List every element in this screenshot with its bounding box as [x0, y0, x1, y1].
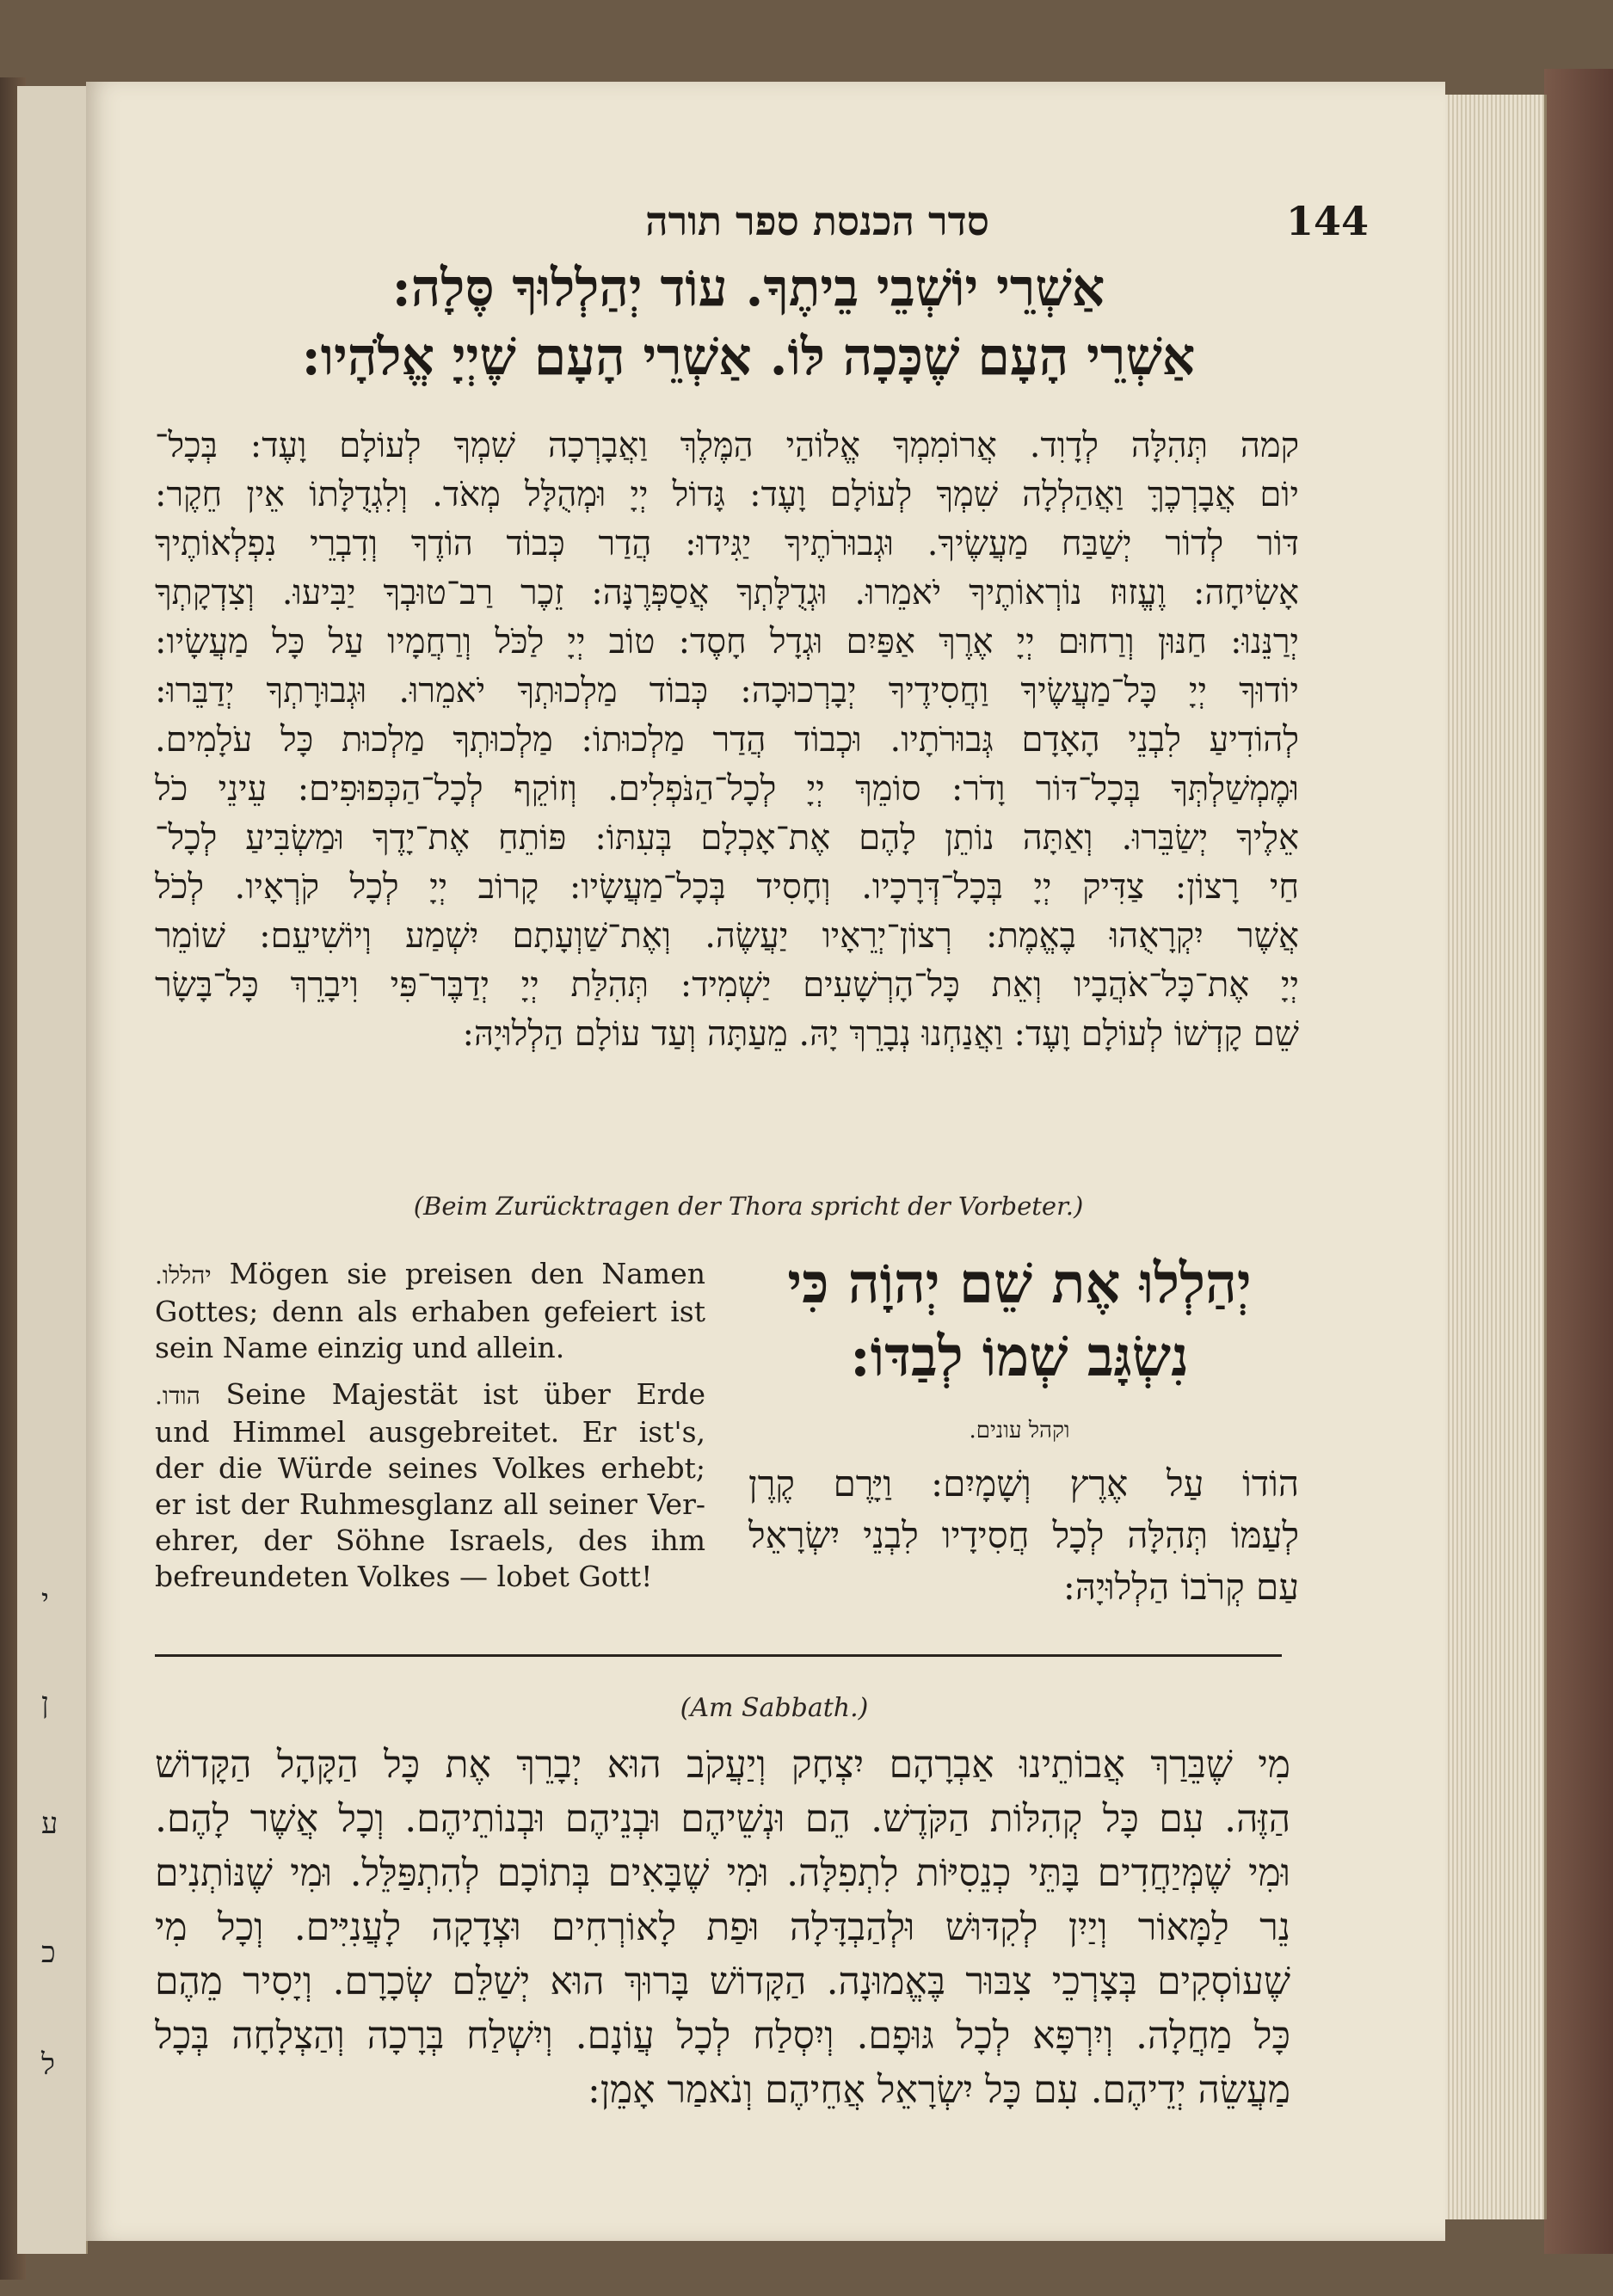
psalm-line: דּוֹר לְדוֹר יְשַׁבַּח מַעֲשֶׂיךָ. וּגְבוּרֹתֶיךָ יַגִּידוּ: הֲדַר כְּבוֹד הוֹדֶךָ וְדִבְרֵי נִפְלְאוֹתֶיךָ [155, 524, 1299, 563]
intro-verse: אַשְׁרֵי יוֹשְׁבֵי בֵיתֶךָ. עוֹד יְהַלְלוּךָ סֶּלָה: [391, 258, 1105, 318]
psalm-line: יוֹדוּךָ יְיָ כָּל־מַעֲשֶׂיךָ וַחֲסִידֶיךָ יְבָרְכוּכָה: כְּבוֹד מַלְכוּתְךָ יֹאמֵרוּ. וּגְבוּרָתְךָ יְדַבֵּרוּ: [155, 671, 1299, 711]
prev-page-fragment: ל [41, 2047, 55, 2082]
rubric-sabbath: (Am Sabbath.) [680, 1693, 869, 1723]
hodu-line: עַם קְרֹבוֹ הַלְלוּיָהּ: [1062, 1566, 1299, 1608]
kahal-note: וקהל עונים. [969, 1418, 1070, 1443]
german-text: Seine Majestät ist über Erde [200, 1377, 705, 1411]
previous-page-edge [17, 86, 88, 2254]
german-text: Mögen sie preisen den Namen [211, 1257, 705, 1290]
psalm-line: אָשִׂיחָה: וֶעֱזוּז נוֹרְאוֹתֶיךָ יֹאמֵרוּ. וּגְדֻלָּתְךָ אֲסַפְּרֶנָּה: זֵכֶר רַב־טוּבְךָ יַבִּיעוּ. וְצִדְקָתְךָ [155, 573, 1299, 612]
hodu-text [748, 1458, 1299, 1613]
prev-page-fragment: ן [41, 1686, 49, 1720]
psalm-line: אֲשֶׁר יִקְרָאֻהוּ בֶאֱמֶת: רְצוֹן־יְרֵאָיו יַעֲשֶׂה. וְאֶת־שַׁוְעָתָם יִשְׁמַע וְיוֹשִׁיעֵם: שׁוֹמֵר [155, 916, 1299, 956]
hebrew-keyword: הודו. [155, 1382, 200, 1410]
hodu-line: לְעַמּוֹ תְּהִלָּה לְכָל חֲסִידָיו לִבְנֵי יִשְׂרָאֵל [748, 1514, 1299, 1556]
german-line: und Himmel ausgebreitet. Er ist's, [155, 1415, 705, 1449]
mi-sheberach-line: מַעֲשֵׂה יְדֵיהֶם. עִם כָּל יִשְׂרָאֵל אֲחֵיהֶם וְנֹאמַר אָמֵן: [587, 2068, 1290, 2112]
german-translation-hodu [155, 1376, 705, 1595]
german-line: sein Name einzig und allein. [155, 1331, 565, 1364]
section-divider [155, 1654, 1282, 1657]
page-stack-edges [1428, 95, 1547, 2219]
german-line: er ist der Ruhmesglanz all seiner Ver- [155, 1487, 705, 1521]
german-line: Gottes; denn als erhaben gefeiert ist [155, 1295, 705, 1328]
psalm-line: אֵלֶיךָ יְשַׂבֵּרוּ. וְאַתָּה נוֹתֵן לָהֶם אֶת־אָכְלָם בְּעִתּוֹ: פּוֹתֵחַ אֶת־יָדֶךָ וּמַשְׂבִּיעַ לְכָל־ [155, 818, 1299, 858]
book-cover-right [1544, 69, 1613, 2254]
psalm-line: שֵׁם קָדְשׁוֹ לְעוֹלָם וָעֶד: וַאֲנַחְנוּ נְבָרֵךְ יָהּ. מֵעַתָּה וְעַד עוֹלָם הַלְלוּיָהּ: [462, 1014, 1299, 1054]
mi-sheberach-line: וּמִי שֶׁמְּיַחֲדִים בָּתֵּי כְנֵסִיּוֹת לִתְפִלָּה. וּמִי שֶׁבָּאִים בְּתוֹכָם לְהִתְפַּלֵּל. וּמִי שֶׁנּוֹתְנִים [155, 1851, 1290, 1895]
mi-sheberach-text [155, 1738, 1290, 2117]
mi-sheberach-line: כָּל מַחֲלָה. וְיִרְפָּא לְכָל גּוּפָם. וְיִסְלַח לְכָל עֲוֹנָם. וְיִשְׁלַח בְּרָכָה וְהַצְלָחָה בְּכָל [155, 2014, 1290, 2058]
mi-sheberach-line: הַזֶּה. עִם כָּל קְהִלּוֹת הַקֹּדֶשׁ. הֵם וּנְשֵׁיהֶם וּבְנֵיהֶם וּבְנוֹתֵיהֶם. וְכָל אֲשֶׁר לָהֶם. [155, 1797, 1290, 1841]
psalm-line: חַי רָצוֹן: צַדִּיק יְיָ בְּכָל־דְּרָכָיו. וְחָסִיד בְּכָל־מַעֲשָׂיו: קָרוֹב יְיָ לְכָל קֹרְאָיו. לְכֹל [155, 867, 1299, 907]
german-translation-yehalelu [155, 1256, 705, 1366]
german-line: der die Würde seines Volkes erhebt; [155, 1451, 705, 1485]
psalm-line: וּמֶמְשַׁלְתְּךָ בְּכָל־דּוֹר וָדֹר: סוֹמֵךְ יְיָ לְכָל־הַנֹּפְלִים. וְזוֹקֵף לְכָל־הַכְּפוּפִים: עֵינֵי כֹל [155, 769, 1299, 809]
prev-page-fragment: ע [41, 1807, 58, 1841]
psalm-145-text [155, 422, 1299, 1059]
prev-page-fragment: י [41, 1583, 49, 1617]
running-title: סדר הכנסת ספר תורה [645, 198, 989, 244]
hodu-line: הוֹדוֹ עַל אֶרֶץ וְשָׁמָיִם: וַיָּרֶם קֶרֶן [748, 1462, 1299, 1505]
mi-sheberach-line: נֵר לַמָּאוֹר וְיַיִן לְקִדּוּשׁ וּלְהַבְדָּלָה וּפַת לָאוֹרְחִים וּצְדָקָה לָעֲנִיִּים. וְכָל מִי [155, 1905, 1290, 1949]
german-line [155, 1376, 705, 1414]
psalm-line: קמה תְּהִלָּה לְדָוִד. אֲרוֹמִמְךָ אֱלוֹהַי הַמֶּלֶךְ וַאֲבָרְכָה שִׁמְךָ לְעוֹלָם וָעֶד: בְּכָל־ [155, 426, 1299, 465]
prev-page-fragment: כ [41, 1936, 56, 1970]
mi-sheberach-line: מִי שֶׁבֵּרַךְ אֲבוֹתֵינוּ אַבְרָהָם יִצְחָק וְיַעֲקֹב הוּא יְבָרֵךְ אֶת כָּל הַקָּהָל הַקָּדוֹשׁ [155, 1743, 1290, 1787]
mi-sheberach-line: שֶׁעוֹסְקִים בְּצָרְכֵי צִבּוּר בֶּאֱמוּנָה. הַקָּדוֹשׁ בָּרוּךְ הוּא יְשַׁלֵּם שְׂכָרָם. וְיָסִיר מֵהֶם [155, 1960, 1290, 2004]
rubric-return-torah: (Beim Zurücktragen der Thora spricht der Vorbeter.) [413, 1191, 1084, 1221]
german-line: befreundeten Volkes — lobet Gott! [155, 1560, 653, 1593]
psalm-line: יְרַנֵּנוּ: חַנּוּן וְרַחוּם יְיָ אֶרֶךְ אַפַּיִם וּגְדָל חָסֶד: טוֹב יְיָ לַכֹּל וְרַחֲמָיו עַל כָּל מַעֲשָׂיו: [155, 622, 1299, 662]
psalm-line: יְיָ אֶת־כָּל־אֹהֲבָיו וְאֵת כָּל־הָרְשָׁעִים יַשְׁמִיד: תְּהִלַּת יְיָ יְדַבֶּר־פִּי וִיבָרֵךְ כָּל־בָּשָׂר [155, 965, 1299, 1005]
psalm-line: לְהוֹדִיעַ לִבְנֵי הָאָדָם גְּבוּרֹתָיו. וּכְבוֹד הֲדַר מַלְכוּתוֹ: מַלְכוּתְךָ מַלְכוּת כָּל עֹלָמִים. [155, 720, 1299, 760]
page-number: 144 [1286, 198, 1370, 244]
intro-verse: אַשְׁרֵי הָעָם שֶׁכָּכָה לּוֹ. אַשְׁרֵי הָעָם שֶׁיְיָ אֱלֹהָיו: [301, 327, 1196, 387]
psalm-line: יוֹם אֲבָרְכֶךָּ וַאֲהַלְלָה שִׁמְךָ לְעוֹלָם וָעֶד: גָּדוֹל יְיָ וּמְהֻלָּל מְאֹד. וְלִגְדֻלָּתוֹ אֵין חֵקֶר: [155, 475, 1299, 514]
hebrew-keyword: יהללו. [155, 1261, 212, 1290]
yehalelu-line: יְהַלְלוּ אֶת שֵׁם יְהוָֹה כִּי [787, 1252, 1252, 1316]
book-page [86, 82, 1445, 2241]
german-line: ehrer, der Söhne Israels, des ihm [155, 1523, 705, 1557]
yehalelu-line: נִשְׂגָּב שְׁמוֹ לְבַדּוֹ: [850, 1325, 1189, 1389]
german-line [155, 1256, 705, 1294]
